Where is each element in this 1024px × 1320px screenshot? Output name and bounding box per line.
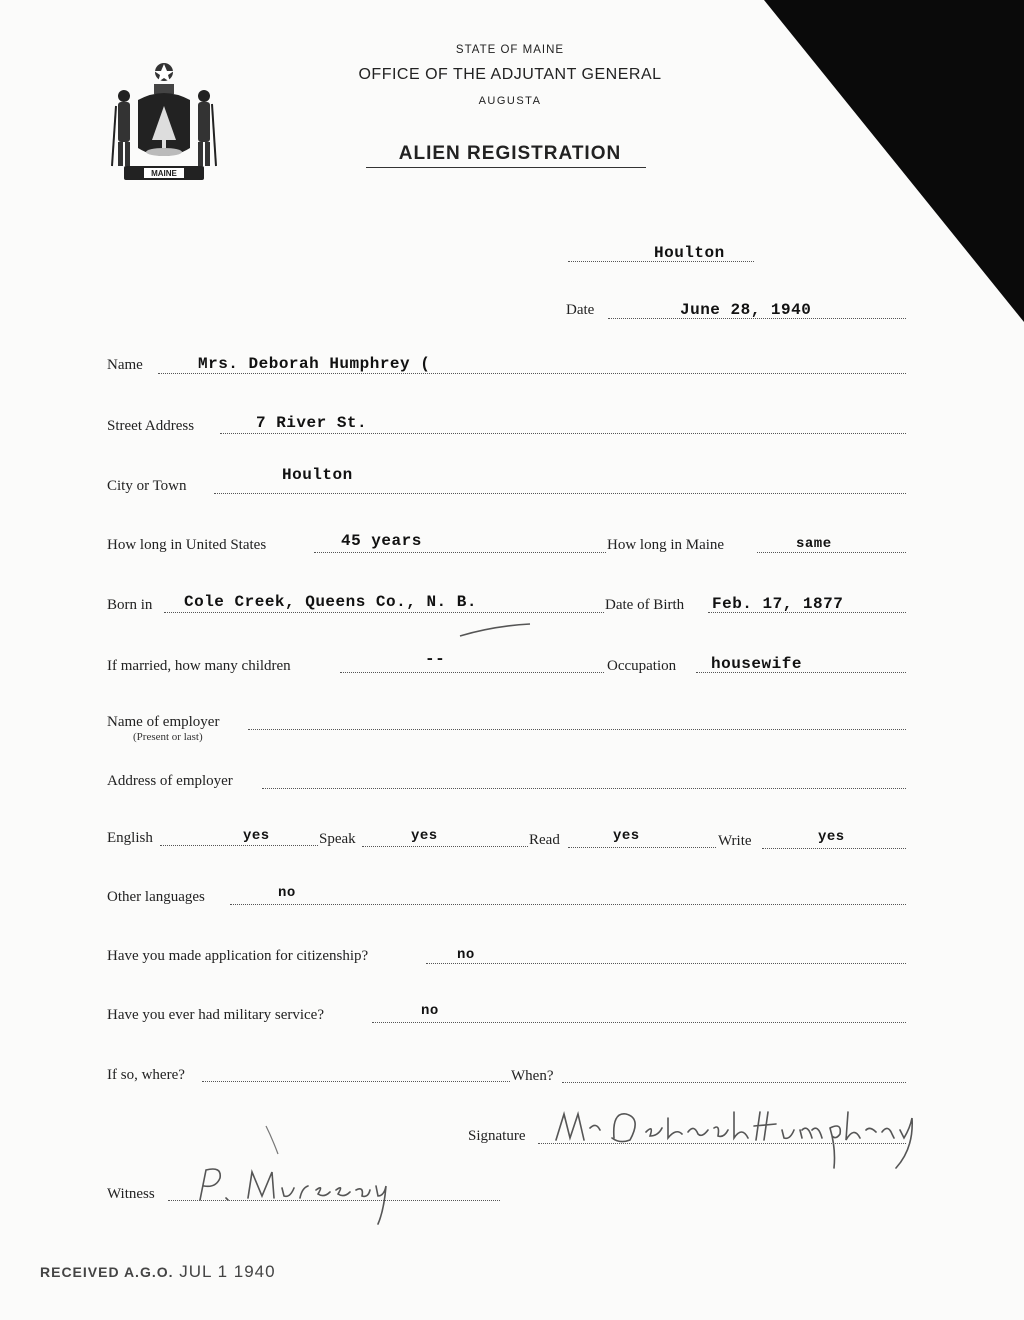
name-label: Name	[107, 357, 143, 373]
header-state: STATE OF MAINE	[455, 44, 565, 56]
children-value: --	[425, 650, 446, 668]
employer-address-line	[262, 788, 906, 789]
where-line	[202, 1081, 510, 1082]
citizenship-label: Have you made application for citizenship?	[107, 948, 369, 964]
signature-label: Signature	[468, 1128, 526, 1144]
witness-handwriting	[186, 1158, 400, 1228]
name-line	[158, 373, 906, 374]
street-label: Street Address	[107, 418, 195, 434]
pencil-mark	[458, 620, 532, 640]
years-us-line	[314, 552, 606, 553]
title-underline	[366, 167, 646, 168]
received-stamp	[40, 1262, 276, 1282]
born-in-label: Born in	[107, 597, 153, 613]
other-languages-line	[230, 904, 906, 905]
date-label: Date	[566, 302, 595, 318]
write-line	[762, 848, 906, 849]
folded-corner	[764, 0, 1024, 330]
speak-line	[362, 846, 528, 847]
occupation-value: housewife	[711, 655, 802, 673]
signature-handwriting	[550, 1098, 922, 1176]
dob-value: Feb. 17, 1877	[712, 595, 844, 613]
military-line	[372, 1022, 906, 1023]
years-maine-line	[757, 552, 906, 553]
children-line	[340, 672, 604, 673]
speak-label: Speak	[319, 831, 356, 847]
speak-value: yes	[411, 828, 438, 844]
employer-name-label: Name of employer	[107, 714, 220, 730]
state-seal-icon	[108, 56, 220, 186]
street-line	[220, 433, 906, 434]
write-label: Write	[718, 833, 752, 849]
years-maine-value: same	[796, 536, 832, 552]
place-value: Houlton	[654, 244, 725, 262]
employer-address-label: Address of employer	[107, 773, 233, 789]
when-label: When?	[511, 1068, 554, 1084]
write-value: yes	[818, 829, 845, 845]
read-line	[568, 847, 716, 848]
date-value: June 28, 1940	[680, 301, 812, 319]
years-us-value: 45 years	[341, 532, 422, 550]
english-label: English	[107, 830, 153, 846]
born-in-line	[164, 612, 604, 613]
read-label: Read	[529, 832, 560, 848]
seal-text: MAINE	[151, 169, 177, 178]
military-label: Have you ever had military service?	[107, 1007, 324, 1023]
witness-label: Witness	[107, 1186, 155, 1202]
citizenship-value: no	[457, 947, 475, 963]
stamp-prefix: RECEIVED A.G.O.	[40, 1264, 174, 1280]
street-value: 7 River St.	[256, 414, 368, 432]
name-value: Mrs. Deborah Humphrey (	[198, 355, 431, 373]
citizenship-line	[426, 963, 906, 964]
header-city: AUGUSTA	[478, 95, 542, 107]
city-value: Houlton	[282, 466, 353, 484]
english-line	[160, 845, 318, 846]
employer-name-line	[248, 729, 906, 730]
other-languages-label: Other languages	[107, 889, 205, 905]
years-maine-label: How long in Maine	[607, 537, 725, 553]
when-line	[562, 1082, 906, 1083]
city-line	[214, 493, 906, 494]
pencil-tick-mark	[262, 1124, 282, 1156]
military-value: no	[421, 1003, 439, 1019]
employer-name-sublabel: (Present or last)	[133, 731, 203, 743]
form-title: ALIEN REGISTRATION	[398, 143, 622, 164]
stamp-date: JUL 1 1940	[179, 1262, 276, 1281]
where-label: If so, where?	[107, 1067, 185, 1083]
city-label: City or Town	[107, 478, 187, 494]
other-languages-value: no	[278, 885, 296, 901]
born-in-value: Cole Creek, Queens Co., N. B.	[184, 593, 477, 611]
english-value: yes	[243, 828, 270, 844]
header-office: OFFICE OF THE ADJUTANT GENERAL	[358, 66, 662, 83]
children-label: If married, how many children	[107, 658, 291, 674]
read-value: yes	[613, 828, 640, 844]
years-us-label: How long in United States	[107, 537, 267, 553]
occupation-label: Occupation	[607, 658, 677, 674]
dob-label: Date of Birth	[605, 597, 685, 613]
